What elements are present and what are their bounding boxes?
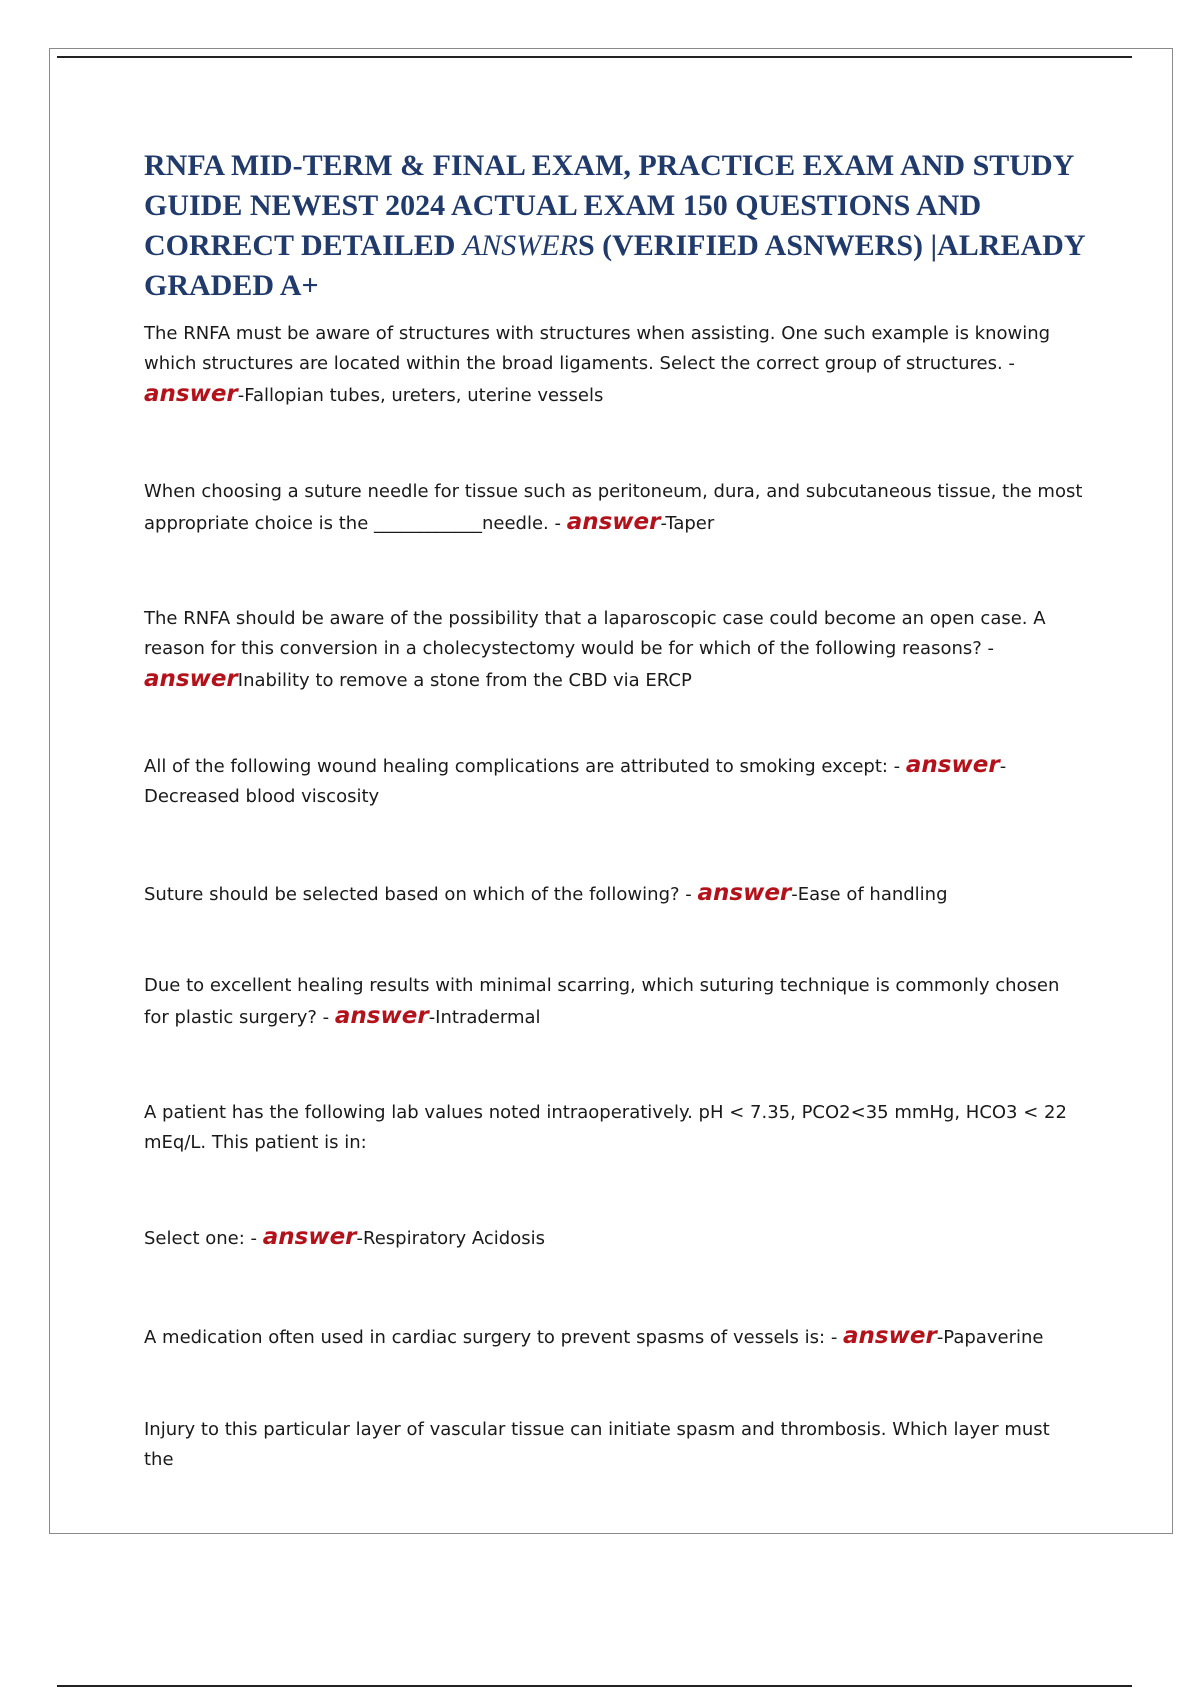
question-text: The RNFA must be aware of structures with structures when assisting. One such example is knowing which structures are located within the broad ligaments. Select the correct group of structures. -: [144, 323, 1051, 374]
qa-item-6: [144, 971, 1084, 1033]
qa-item-2: [144, 477, 1084, 539]
qa-item-5: [144, 878, 1084, 910]
document-title: [144, 146, 1104, 306]
answer-label: answer: [144, 666, 238, 692]
answer-text: -Taper: [660, 513, 715, 534]
answer-label: answer: [262, 1224, 357, 1250]
answer-label: answer: [843, 1323, 937, 1349]
qa-item-7: [144, 1098, 1084, 1158]
title-part-2: S (VERIFIED ASNWERS) |ALREADY GRADED A+: [144, 229, 1085, 302]
question-text: Select one: -: [144, 1228, 263, 1249]
answer-label: answer: [566, 509, 661, 535]
qa-item-3: [144, 604, 1084, 696]
qa-item-8: [144, 1222, 1084, 1254]
answer-text: -Respiratory Acidosis: [356, 1228, 545, 1249]
answer-label: answer: [697, 880, 792, 906]
answer-text: -Intradermal: [428, 1007, 541, 1028]
top-rule: [57, 56, 1132, 58]
answer-label: answer: [905, 752, 1000, 778]
question-text: Suture should be selected based on which of the following? -: [144, 884, 698, 905]
bottom-rule: [57, 1685, 1132, 1687]
answer-text: -Papaverine: [936, 1327, 1044, 1348]
answer-text: -Decreased blood viscosity: [144, 756, 1007, 807]
qa-item-10: [144, 1415, 1084, 1475]
answer-text: -Ease of handling: [791, 884, 948, 905]
title-italic-word: ANSWER: [462, 229, 578, 262]
question-text: Due to excellent healing results with minimal scarring, which suturing technique is commonly chosen for plastic surgery? -: [144, 975, 1060, 1028]
question-text: A patient has the following lab values noted intraoperatively. pH < 7.35, PCO2<35 mmHg, HCO3 < 22 mEq/L. This patient is in:: [144, 1102, 1067, 1153]
qa-item-1: [144, 319, 1084, 411]
title-part-1: RNFA MID-TERM & FINAL EXAM, PRACTICE EXAM AND STUDY GUIDE NEWEST 2024 ACTUAL EXAM 150 QUESTIONS AND CORRECT DETAILED: [144, 149, 1074, 262]
answer-label: answer: [334, 1003, 429, 1029]
question-text: Injury to this particular layer of vascular tissue can initiate spasm and thrombosis. Which layer must the: [144, 1419, 1050, 1470]
question-text: A medication often used in cardiac surgery to prevent spasms of vessels is: -: [144, 1327, 844, 1348]
question-text: When choosing a suture needle for tissue such as peritoneum, dura, and subcutaneous tissue, the most appropriate choice is the ____________needle. -: [144, 481, 1083, 534]
question-text: All of the following wound healing complications are attributed to smoking except: -: [144, 756, 906, 777]
answer-text: Inability to remove a stone from the CBD via ERCP: [237, 670, 692, 691]
answer-label: answer: [144, 381, 238, 407]
qa-item-9: [144, 1321, 1084, 1353]
question-text: The RNFA should be aware of the possibility that a laparoscopic case could become an open case. A reason for this conversion in a cholecystectomy would be for which of the following reasons? -: [144, 608, 1046, 659]
qa-item-4: [144, 750, 1084, 812]
answer-text: -Fallopian tubes, ureters, uterine vessels: [237, 385, 604, 406]
